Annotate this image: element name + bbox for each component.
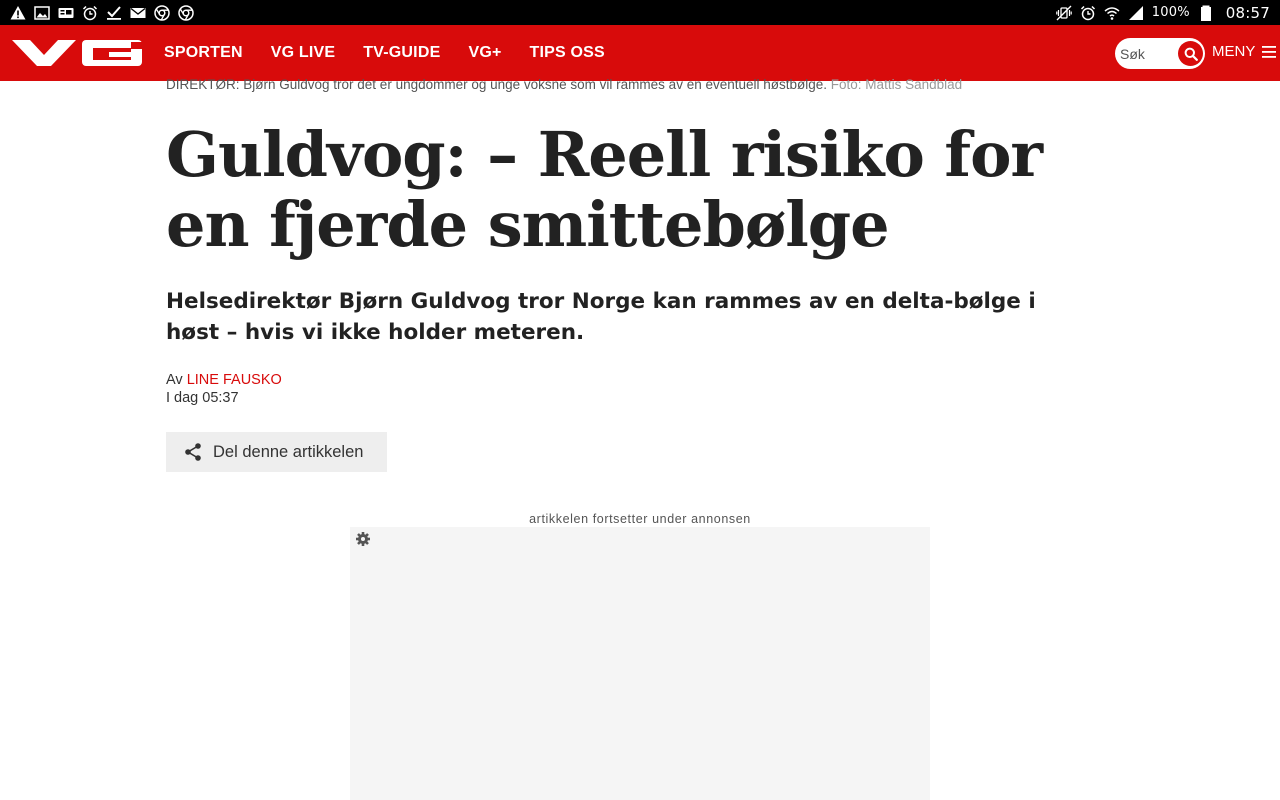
mail-icon — [130, 5, 146, 21]
battery-percentage: 100% — [1151, 5, 1190, 20]
status-bar-notifications — [10, 5, 194, 21]
byline-prefix: Av — [166, 372, 183, 388]
site-header — [0, 25, 1280, 81]
nav-tips-oss[interactable]: TIPS OSS — [529, 44, 605, 61]
search-input[interactable] — [1120, 46, 1175, 62]
image-caption — [166, 77, 962, 92]
ad-slot[interactable] — [350, 527, 930, 800]
chrome-icon — [178, 5, 194, 21]
status-bar — [0, 0, 1280, 25]
author-link[interactable]: LINE FAUSKO — [186, 372, 282, 388]
nav-vg-live[interactable]: VG LIVE — [270, 44, 336, 61]
photo-credit: Foto: Mattis Sandblad — [830, 77, 963, 92]
article-headline: Guldvog: – Reell risiko for en fjerde smittebølge — [166, 118, 1043, 261]
checkmark-icon — [106, 5, 122, 21]
vibrate-mute-icon — [1056, 5, 1072, 21]
nav-tv-guide[interactable]: TV-GUIDE — [363, 44, 441, 61]
publish-date: I dag 05:37 — [166, 390, 239, 406]
chrome-icon — [154, 5, 170, 21]
warning-icon — [10, 5, 26, 21]
nav-vg-plus[interactable]: VG+ — [468, 44, 502, 61]
ad-notice: artikkelen fortsetter under annonsen — [529, 512, 751, 526]
news-icon — [58, 5, 74, 21]
alarm-icon — [82, 5, 98, 21]
byline — [166, 372, 282, 388]
search-box — [1115, 38, 1205, 69]
menu-label: MENY — [1212, 43, 1256, 60]
battery-icon — [1198, 5, 1214, 21]
wifi-icon — [1104, 5, 1120, 21]
nav-sporten[interactable]: SPORTEN — [164, 44, 243, 61]
status-bar-system — [1056, 4, 1270, 22]
main-nav — [164, 44, 633, 62]
search-icon — [1184, 47, 1198, 61]
caption-text: DIREKTØR: Bjørn Guldvog tror det er ungdommer og unge voksne som vil rammes av en eventuell høstbølge. — [166, 77, 828, 92]
share-label: Del denne artikkelen — [213, 442, 364, 461]
search-button[interactable] — [1178, 41, 1203, 66]
alarm-icon — [1080, 5, 1096, 21]
signal-icon — [1128, 5, 1144, 21]
hamburger-icon — [1261, 45, 1277, 59]
menu-button[interactable] — [1212, 43, 1277, 60]
clock: 08:57 — [1225, 3, 1270, 22]
image-icon — [34, 5, 50, 21]
gear-icon[interactable] — [355, 531, 371, 547]
share-button[interactable] — [166, 432, 387, 472]
share-icon — [183, 442, 203, 462]
vg-logo[interactable] — [11, 38, 143, 68]
article-lead: Helsedirektør Bjørn Guldvog tror Norge kan rammes av en delta-bølge i høst – hvis vi ikke holder meteren. — [166, 289, 1036, 345]
